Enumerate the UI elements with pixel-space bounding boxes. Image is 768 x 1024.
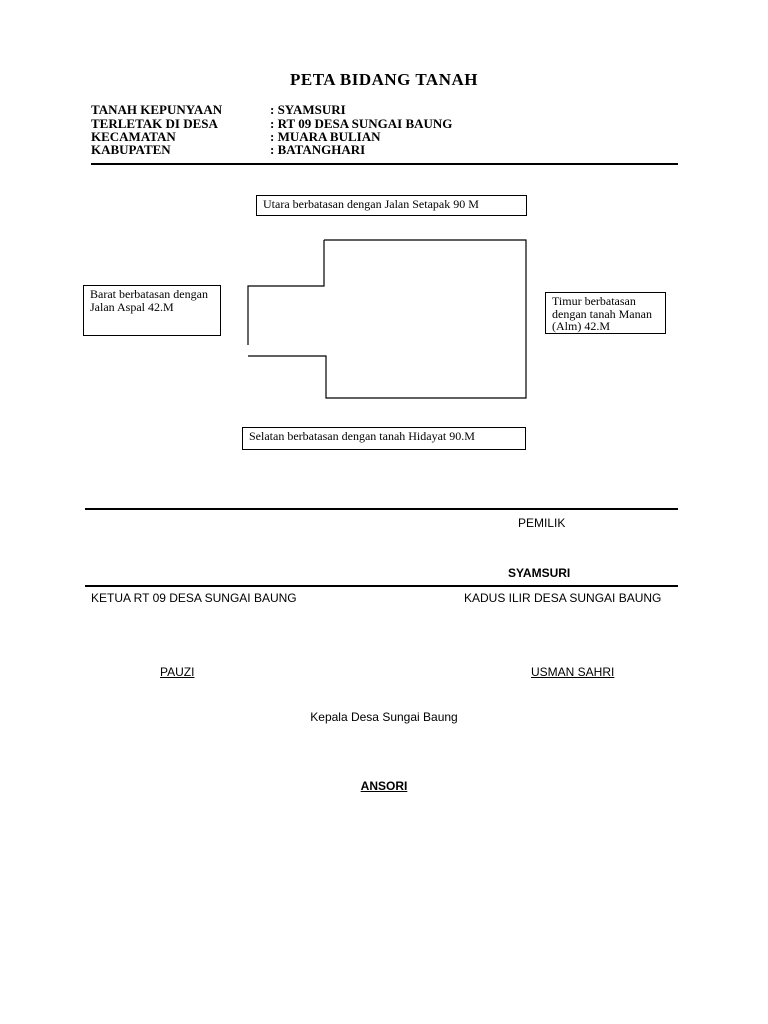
kadus-label: KADUS ILIR DESA SUNGAI BAUNG xyxy=(464,591,662,605)
info-value-regency: : BATANGHARI xyxy=(270,142,366,157)
info-label-regency: KABUPATEN xyxy=(91,142,171,157)
rt-head-name: PAUZI xyxy=(160,665,195,679)
info-label-district: KECAMATAN xyxy=(91,129,176,144)
village-head-name: ANSORI xyxy=(360,779,408,793)
officials-divider xyxy=(85,585,678,587)
info-value-location: : RT 09 DESA SUNGAI BAUNG xyxy=(270,116,453,131)
east-boundary-box: Timur berbatasan dengan tanah Manan (Alm) 42.M xyxy=(545,292,666,334)
kadus-name: USMAN SAHRI xyxy=(531,665,615,679)
west-boundary-box: Barat berbatasan dengan Jalan Aspal 42.M xyxy=(83,285,221,336)
info-label-location: TERLETAK DI DESA xyxy=(91,116,218,131)
south-boundary-box: Selatan berbatasan dengan tanah Hidayat 90.M xyxy=(242,427,526,450)
document-title: PETA BIDANG TANAH xyxy=(290,70,478,89)
owner-name: SYAMSURI xyxy=(508,566,571,580)
rt-head-label: KETUA RT 09 DESA SUNGAI BAUNG xyxy=(91,591,297,605)
signature-divider xyxy=(85,508,678,510)
info-value-district: : MUARA BULIAN xyxy=(270,129,381,144)
info-label-owner: TANAH KEPUNYAAN xyxy=(91,102,223,117)
info-value-owner: : SYAMSURI xyxy=(270,102,346,117)
owner-label: PEMILIK xyxy=(518,516,566,530)
north-boundary-box: Utara berbatasan dengan Jalan Setapak 90 M xyxy=(256,195,527,216)
village-head-label: Kepala Desa Sungai Baung xyxy=(310,710,458,724)
